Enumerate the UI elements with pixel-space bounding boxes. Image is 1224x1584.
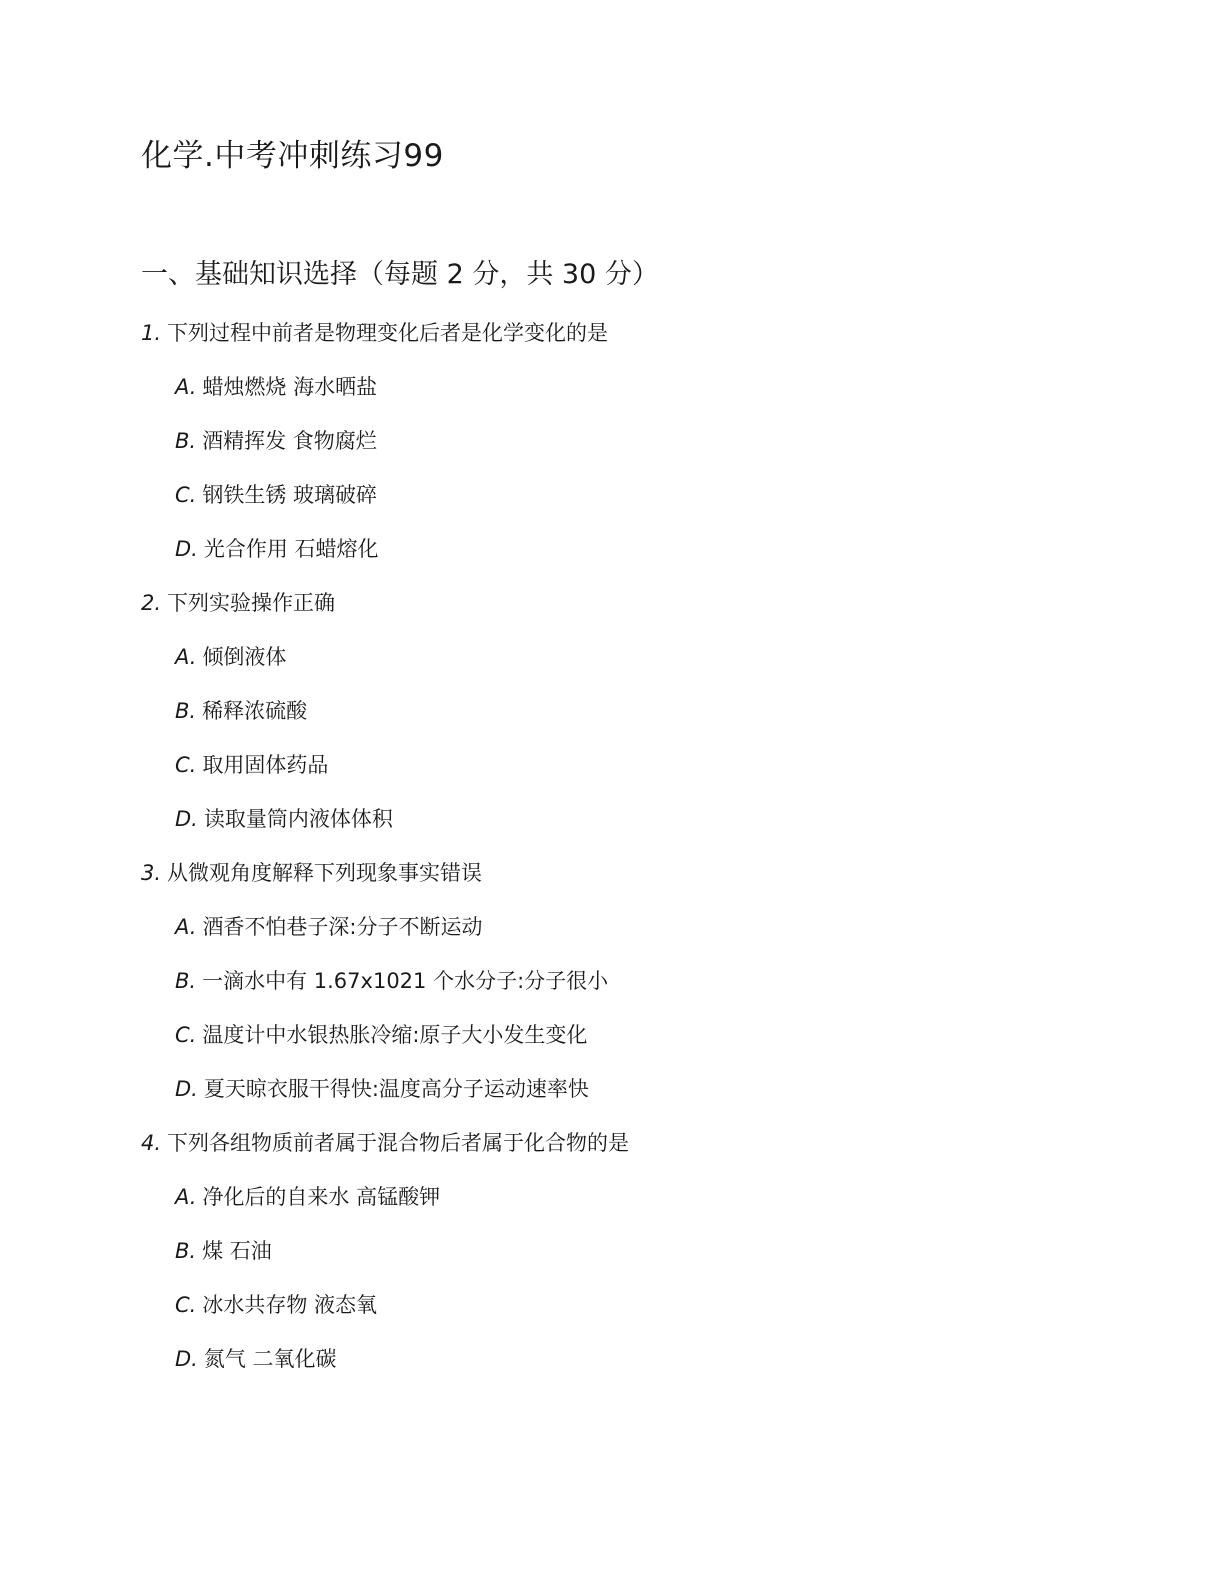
option-text: 净化后的自来水 高锰酸钾 <box>202 1185 441 1209</box>
option-letter: B. <box>175 969 197 993</box>
option-text: 冰水共存物 液态氧 <box>202 1293 378 1317</box>
question-number: 1. <box>141 321 162 345</box>
option-text: 钢铁生锈 玻璃破碎 <box>202 483 378 507</box>
option-letter: A. <box>175 645 197 669</box>
option-text: 氮气 二氧化碳 <box>203 1347 337 1371</box>
option-text: 酒香不怕巷子深:分子不断运动 <box>202 915 483 939</box>
option-letter: B. <box>175 1239 197 1263</box>
question-3-option-b <box>175 966 608 996</box>
option-letter: C. <box>175 753 197 777</box>
option-text: 夏天晾衣服干得快:温度高分子运动速率快 <box>203 1077 589 1101</box>
option-text: 读取量筒内液体体积 <box>203 807 393 831</box>
option-letter: D. <box>175 1077 198 1101</box>
document-title: 化学.中考冲刺练习99 <box>141 138 444 174</box>
question-text: 下列过程中前者是物理变化后者是化学变化的是 <box>167 321 609 345</box>
option-letter: D. <box>175 537 198 561</box>
option-letter: D. <box>175 807 198 831</box>
option-text: 温度计中水银热胀冷缩:原子大小发生变化 <box>202 1023 588 1047</box>
question-3 <box>141 858 482 888</box>
question-2 <box>141 588 335 618</box>
question-4-option-d <box>175 1344 337 1374</box>
option-letter: D. <box>175 1347 198 1371</box>
option-text: 光合作用 石蜡熔化 <box>203 537 379 561</box>
question-number: 3. <box>141 861 162 885</box>
question-3-option-a <box>175 912 483 942</box>
question-4-option-b <box>175 1236 272 1266</box>
question-4 <box>141 1128 629 1158</box>
option-text: 一滴水中有 1.67x1021 个水分子:分子很小 <box>202 969 609 993</box>
option-letter: A. <box>175 375 197 399</box>
question-2-option-c <box>175 750 328 780</box>
question-text: 下列实验操作正确 <box>167 591 336 615</box>
option-letter: B. <box>175 429 197 453</box>
option-letter: C. <box>175 483 197 507</box>
question-2-option-b <box>175 696 307 726</box>
option-letter: A. <box>175 1185 197 1209</box>
option-letter: B. <box>175 699 197 723</box>
option-text: 稀释浓硫酸 <box>202 699 308 723</box>
option-letter: C. <box>175 1293 197 1317</box>
question-number: 4. <box>141 1131 162 1155</box>
question-text: 下列各组物质前者属于混合物后者属于化合物的是 <box>167 1131 630 1155</box>
option-text: 酒精挥发 食物腐烂 <box>202 429 377 453</box>
option-text: 煤 石油 <box>202 1239 272 1263</box>
option-text: 蜡烛燃烧 海水晒盐 <box>202 375 378 399</box>
question-1-option-d <box>175 534 379 564</box>
question-1-option-b <box>175 426 377 456</box>
question-4-option-c <box>175 1290 377 1320</box>
question-2-option-d <box>175 804 393 834</box>
option-text: 倾倒液体 <box>202 645 287 669</box>
question-3-option-d <box>175 1074 589 1104</box>
question-1-option-a <box>175 372 377 402</box>
question-1-option-c <box>175 480 377 510</box>
option-letter: C. <box>175 1023 197 1047</box>
option-letter: A. <box>175 915 197 939</box>
question-number: 2. <box>141 591 162 615</box>
section-heading: 一、基础知识选择（每题 2 分，共 30 分） <box>141 259 659 290</box>
question-2-option-a <box>175 642 286 672</box>
option-text: 取用固体药品 <box>202 753 329 777</box>
question-3-option-c <box>175 1020 587 1050</box>
question-text: 从微观角度解释下列现象事实错误 <box>167 861 483 885</box>
question-4-option-a <box>175 1182 440 1212</box>
question-1 <box>141 318 608 348</box>
